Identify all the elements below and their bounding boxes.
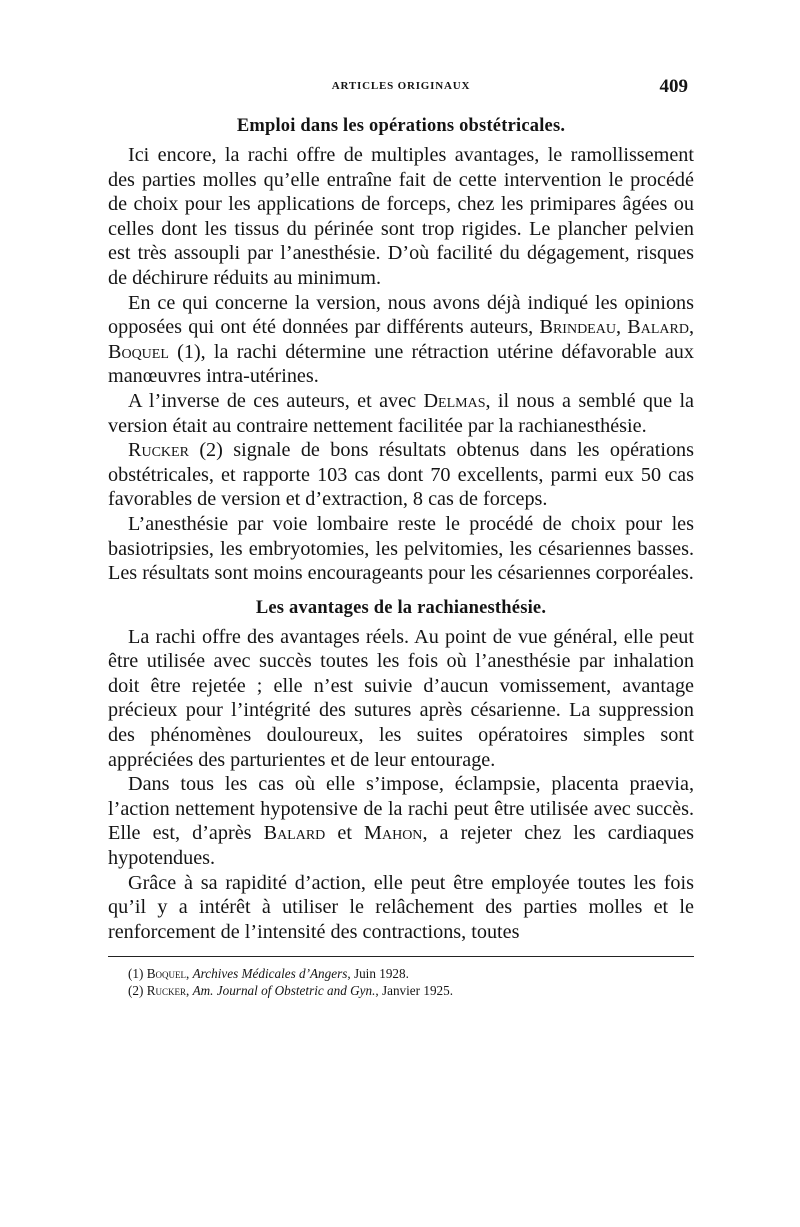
footnote-journal: Archives Médicales d’Angers [192,966,348,982]
section-heading-advantages: Les avantages de la rachianesthésie. [255,597,547,618]
paragraph: Ici encore, la rachi offre de multiples avantages, le ramollissement des parties molles qu’elle entraîne fait de cette intervention le procédé de choix pour les applications de forceps, chez les primipares âgées ou celles dont les tissus du périnée sont trop rigides. Le plancher pelvien est très assoupli par l’anesthésie. D’où facilité du dégagement, risques de déchirure réduits au minimum. [108,144,694,289]
footnote-author: Boquel [146,966,186,982]
footnote-number: (1) [128,966,144,982]
footnote-divider [108,956,694,957]
footnote-date: , Juin 1928. [347,966,409,982]
author-name: Mahon [364,822,423,845]
paragraph-text: Dans tous les cas où elle s’impose, éclampsie, placenta praevia, l’action nettement hypotensive de la rachi peut être utilisée avec succès. Elle est, d’après [108,773,694,845]
footnote: (1) Boquel, Archives Médicales d’Angers, Juin 1928. [128,966,409,982]
document-page [108,76,694,999]
paragraph [108,438,694,512]
page-number: 409 [659,76,688,97]
author-name: Rucker [128,439,189,462]
paragraph-text: En ce qui concerne la version, nous avons déjà indiqué les opinions opposées qui ont été données par différents auteurs, [108,291,694,339]
running-title: ARTICLES ORIGINAUX [331,80,471,92]
paragraph-text: et [337,822,352,845]
paragraph: La rachi offre des avantages réels. Au point de vue général, elle peut être utilisée avec succès toutes les fois où l’anesthésie par inhalation doit être rejetée ; elle n’est suivie d’aucun vomissement, avantage précieux pour l’intégrité des sutures après césarienne. La suppression des phénomènes douloureux, les suites opératoires simples sont appréciées des parturientes et de leur entourage. [108,625,694,771]
footnote-journal: Am. Journal of Obstetric and Gyn. [192,983,376,999]
running-header [108,76,694,104]
footnote-author: Rucker [146,983,186,999]
paragraph: Grâce à sa rapidité d’action, elle peut être employée toutes les fois qu’il y a intérêt à utiliser le relâchement des parties molles et le renforcement de l’intensité des contractions, toutes [108,871,694,943]
author-name: Balard [627,316,689,339]
paragraph-text: (2) signale de bons résultats obtenus dans les opérations obstétricales, et rapporte 103 cas dont 70 excellents, parmi eux 50 cas favorables de version et d’extraction, 8 cas de forceps. [108,439,695,511]
author-name: Brindeau [539,316,616,339]
paragraph [108,389,694,438]
paragraph-text: (1), la rachi détermine une rétraction utérine défavorable aux manœuvres intra-utérines. [108,340,694,388]
paragraph-text: , a rejeter chez les cardiaques hypotendues. [108,822,695,870]
footnote: (2) Rucker, Am. Journal of Obstetric and Gyn., Janvier 1925. [128,983,454,999]
paragraph-text: A l’inverse de ces auteurs, et avec [128,389,417,412]
author-name: Delmas [423,389,486,412]
paragraph: En ce qui concerne la version, nous avons déjà indiqué les opinions opposées qui ont été données par différents auteurs, Brindeau, Balard, Boquel (1), la rachi détermine une rétraction utérine défavorable aux manœuvres intra-utérines. [108,291,695,388]
section-heading-obstetric: Emploi dans les opérations obstétricales. [236,116,566,136]
paragraph: L’anesthésie par voie lombaire reste le procédé de choix pour les basiotripsies, les embryotomies, les pelvitomies, les césariennes basses. Les résultats sont moins encourageants pour les césariennes corporéales. [108,512,694,585]
paragraph [108,772,694,870]
paragraph-text: , il nous a semblé que la version était au contraire nettement facilitée par la rachianesthésie. [108,389,695,437]
footnotes [108,965,694,999]
author-name: Balard [263,822,326,845]
footnote-number: (2) [128,983,144,999]
author-name: Boquel [108,340,169,363]
footnote-date: , Janvier 1925. [375,983,454,999]
